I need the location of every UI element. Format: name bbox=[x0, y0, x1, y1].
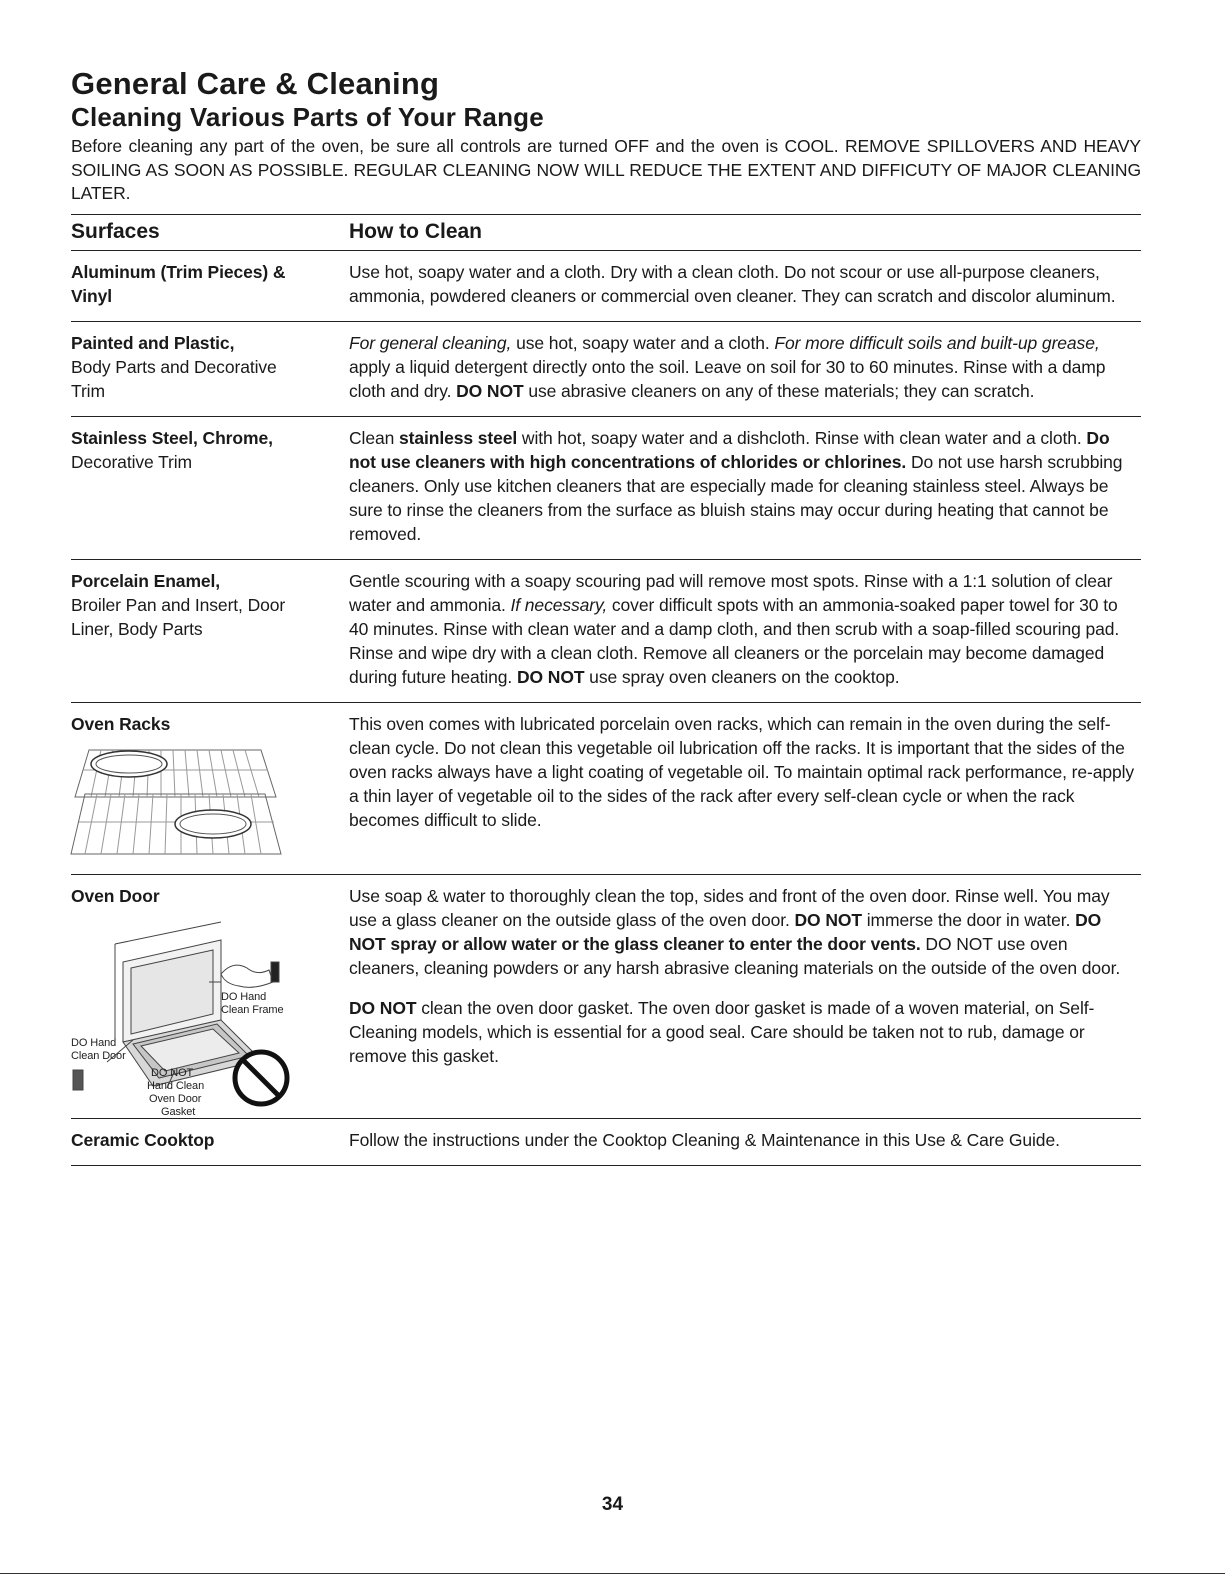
label-do-hand-clean-door: DO Hand bbox=[71, 1036, 117, 1049]
bottom-divider bbox=[0, 1573, 1225, 1574]
surface-title: Stainless Steel, Chrome, bbox=[71, 427, 273, 448]
surface-subtitle: Decorative Trim bbox=[71, 451, 193, 472]
instructions-cell bbox=[349, 712, 1141, 860]
table-row bbox=[71, 251, 1141, 322]
table-row bbox=[71, 322, 1141, 417]
label-do-not-hand-clean-gasket: DO NOT bbox=[151, 1066, 194, 1079]
surface-cell bbox=[71, 712, 349, 860]
instructions-cell bbox=[349, 426, 1141, 546]
table-row bbox=[71, 1119, 1141, 1166]
instructions-cell bbox=[349, 260, 1141, 308]
table-header bbox=[71, 214, 1141, 251]
instructions-cell bbox=[349, 331, 1141, 403]
surface-subtitle: Broiler Pan and Insert, Door Liner, Body Parts bbox=[71, 594, 286, 639]
surface-title: Painted and Plastic, bbox=[71, 332, 235, 353]
instructions-text: Clean stainless steel with hot, soapy water and a dishcloth. Rinse with clean water and a cloth. Do not use cleaners with high concentrations of chlorides or chlorines. Do not use harsh scrubbing cleaners. Only use kitchen cleaners that are especially made for cleaning stainless steel. Always be sure to rinse the cleaners from the surface as bluish stains may occur during heating that cannot be removed. bbox=[349, 427, 1123, 544]
surfaces-column-header: Surfaces bbox=[71, 220, 160, 243]
label-do-hand-clean-frame: DO Hand bbox=[221, 990, 267, 1003]
surface-title: Oven Racks bbox=[71, 713, 171, 734]
instructions-cell bbox=[349, 569, 1141, 689]
instructions-text: For general cleaning, use hot, soapy water and a cloth. For more difficult soils and built-up grease, apply a liquid detergent directly onto the soil. Leave on soil for 30 to 60 minutes. Rinse with a damp cloth and dry. DO NOT use abrasive cleaners on any of these materials; they can scratch. bbox=[349, 332, 1106, 401]
instructions-cell bbox=[349, 884, 1141, 1110]
section-subtitle: Cleaning Various Parts of Your Range bbox=[71, 102, 544, 132]
instructions-cell bbox=[349, 1128, 1141, 1152]
surface-cell bbox=[71, 426, 349, 546]
table-row bbox=[71, 703, 1141, 875]
table-row bbox=[71, 875, 1141, 1119]
surface-cell bbox=[71, 884, 349, 1118]
instructions-text: This oven comes with lubricated porcelain oven racks, which can remain in the oven during the self-clean cycle. Do not clean this vegetable oil lubrication off the racks. It is important that the sides of the oven racks always have a light coating of vegetable oil. To maintain optimal rack performance, re-apply a thin layer of vegetable oil to the sides of the rack after every self-clean cycle or when the rack becomes difficult to slide. bbox=[349, 713, 1135, 830]
surface-title: Ceramic Cooktop bbox=[71, 1129, 215, 1150]
instructions-text: Use soap & water to thoroughly clean the top, sides and front of the oven door. Rinse well. You may use a glass cleaner on the outside glass of the oven door. DO NOT immerse the door in water. DO NOT spray or allow water or the glass cleaner to enter the door vents. DO NOT use oven cleaners, cleaning powders or any harsh abrasive cleaning materials on the outside of the oven door. bbox=[349, 885, 1121, 978]
table-row bbox=[71, 560, 1141, 703]
page bbox=[71, 66, 1141, 1166]
surface-title: Aluminum (Trim Pieces) & Vinyl bbox=[71, 261, 286, 306]
oven-door-illustration bbox=[71, 910, 301, 1118]
instructions-text: Gentle scouring with a soapy scouring pad will remove most spots. Rinse with a 1:1 solution of clear water and ammonia. If necessary, cover difficult spots with an ammonia-soaked paper towel for 30 to 40 minutes. Rinse with clean water and a damp cloth, and then scrub with a soap-filled scouring pad. Rinse and wipe dry with a clean cloth. Remove all cleaners or the porcelain may become damaged during future heating. DO NOT use spray oven cleaners on the cooktop. bbox=[349, 570, 1120, 687]
instructions-text: Follow the instructions under the Cooktop Cleaning & Maintenance in this Use & Care Guide. bbox=[349, 1129, 1060, 1150]
surface-cell bbox=[71, 569, 349, 689]
surface-cell bbox=[71, 331, 349, 403]
page-title: General Care & Cleaning bbox=[71, 66, 440, 101]
svg-text:Oven Door: Oven Door bbox=[149, 1092, 202, 1105]
svg-text:Gasket: Gasket bbox=[161, 1105, 196, 1118]
svg-text:Clean Door: Clean Door bbox=[71, 1049, 126, 1062]
intro-paragraph: Before cleaning any part of the oven, be sure all controls are turned OFF and the oven is COOL. REMOVE SPILLOVERS AND HEAVY SOILING AS SOON AS POSSIBLE. REGULAR CLEANING NOW WILL REDUCE THE EXTENT AND DIFFICUTY OF MAJOR CLEANING LATER. bbox=[71, 136, 1141, 203]
table-row bbox=[71, 417, 1141, 560]
svg-text:Clean Frame: Clean Frame bbox=[221, 1003, 284, 1016]
oven-racks-illustration bbox=[71, 742, 286, 860]
svg-text:Hand Clean: Hand Clean bbox=[147, 1079, 205, 1092]
page-number: 34 bbox=[601, 1494, 624, 1515]
surface-cell bbox=[71, 1128, 349, 1152]
surface-title: Porcelain Enamel, bbox=[71, 570, 221, 591]
instructions-text: Use hot, soapy water and a cloth. Dry with a clean cloth. Do not scour or use all-purpose cleaners, ammonia, powdered cleaners or commercial oven cleaner. They can scratch and discolor aluminum. bbox=[349, 261, 1116, 306]
gasket-warning-text: DO NOT clean the oven door gasket. The oven door gasket is made of a woven material, on Self-Cleaning models, which is essential for a good seal. Care should be taken not to rub, damage or remove this gasket. bbox=[349, 997, 1095, 1066]
surface-title: Oven Door bbox=[71, 885, 160, 906]
surface-subtitle: Body Parts and Decorative Trim bbox=[71, 356, 277, 401]
how-to-clean-column-header: How to Clean bbox=[349, 220, 483, 243]
surface-cell bbox=[71, 260, 349, 308]
